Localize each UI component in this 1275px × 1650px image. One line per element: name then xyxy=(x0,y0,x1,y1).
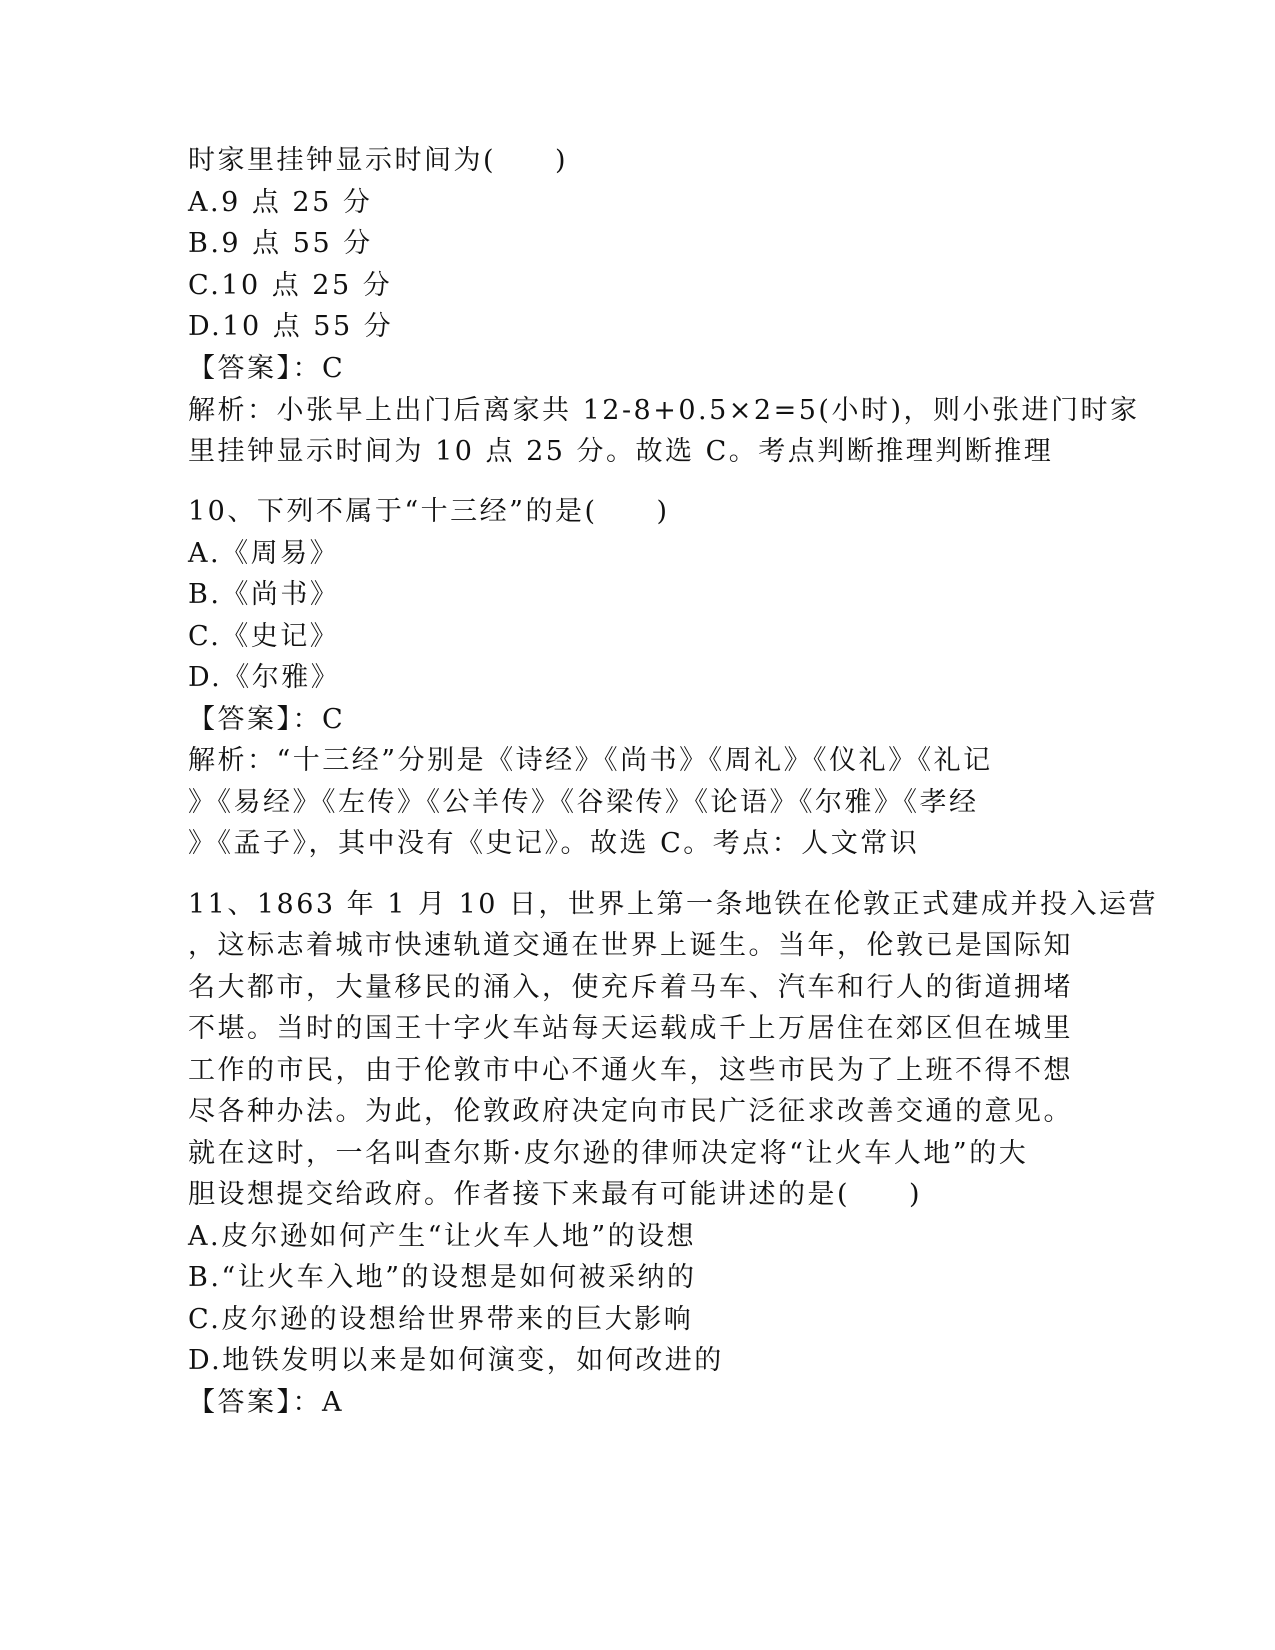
q10-stem: 10、下列不属于“十三经”的是( ) xyxy=(188,496,670,527)
q10-analysis-line: 》《孟子》，其中没有《史记》。故选 C。考点：人文常识 xyxy=(188,828,920,859)
q9-option-d: D.10 点 55 分 xyxy=(188,311,394,342)
q11-stem-line: 胆设想提交给政府。作者接下来最有可能讲述的是( ) xyxy=(188,1179,923,1210)
q11-option-d: D.地铁发明以来是如何演变，如何改进的 xyxy=(188,1345,724,1376)
q9-option-b: B.9 点 55 分 xyxy=(188,228,373,259)
q11-stem-line: ，这标志着城市快速轨道交通在世界上诞生。当年，伦敦已是国际知 xyxy=(188,930,1073,961)
q11-option-b: B.“让火车入地”的设想是如何被采纳的 xyxy=(188,1262,697,1293)
q11-stem-line: 11、1863 年 1 月 10 日，世界上第一条地铁在伦敦正式建成并投入运营 xyxy=(188,889,1159,920)
q11-stem-line: 不堪。当时的国王十字火车站每天运载成千上万居住在郊区但在城里 xyxy=(188,1013,1073,1044)
q10-answer: 【答案】：C xyxy=(188,704,346,735)
q9-analysis-line: 里挂钟显示时间为 10 点 25 分。故选 C。考点判断推理判断推理 xyxy=(188,436,1054,467)
q10-analysis-line: 》《易经》《左传》《公羊传》《谷梁传》《论语》《尔雅》《孝经 xyxy=(188,787,979,818)
q9-option-a: A.9 点 25 分 xyxy=(188,187,373,218)
q11-option-c: C.皮尔逊的设想给世界带来的巨大影响 xyxy=(188,1304,694,1335)
q11-option-a: A.皮尔逊如何产生“让火车人地”的设想 xyxy=(188,1221,697,1252)
q10-analysis-line: 解析：“十三经”分别是《诗经》《尚书》《周礼》《仪礼》《礼记 xyxy=(188,745,993,776)
q11-stem-line: 尽各种办法。为此，伦敦政府决定向市民广泛征求改善交通的意见。 xyxy=(188,1096,1073,1127)
q9-stem: 时家里挂钟显示时间为( ) xyxy=(188,145,569,176)
q10-option-d: D.《尔雅》 xyxy=(188,662,341,693)
q11-stem-line: 工作的市民，由于伦敦市中心不通火车，这些市民为了上班不得不想 xyxy=(188,1055,1073,1086)
q10-option-a: A.《周易》 xyxy=(188,538,340,569)
q9-answer: 【答案】：C xyxy=(188,353,346,384)
q9-analysis-line: 解析：小张早上出门后离家共 12-8+0.5×2=5(小时)，则小张进门时家 xyxy=(188,395,1140,426)
q11-stem-line: 就在这时，一名叫查尔斯·皮尔逊的律师决定将“让火车人地”的大 xyxy=(188,1138,1029,1169)
q11-answer: 【答案】：A xyxy=(188,1387,344,1418)
q11-stem-line: 名大都市，大量移民的涌入，使充斥着马车、汽车和行人的街道拥堵 xyxy=(188,972,1073,1003)
q10-option-c: C.《史记》 xyxy=(188,621,340,652)
q10-option-b: B.《尚书》 xyxy=(188,579,340,610)
q9-option-c: C.10 点 25 分 xyxy=(188,270,393,301)
